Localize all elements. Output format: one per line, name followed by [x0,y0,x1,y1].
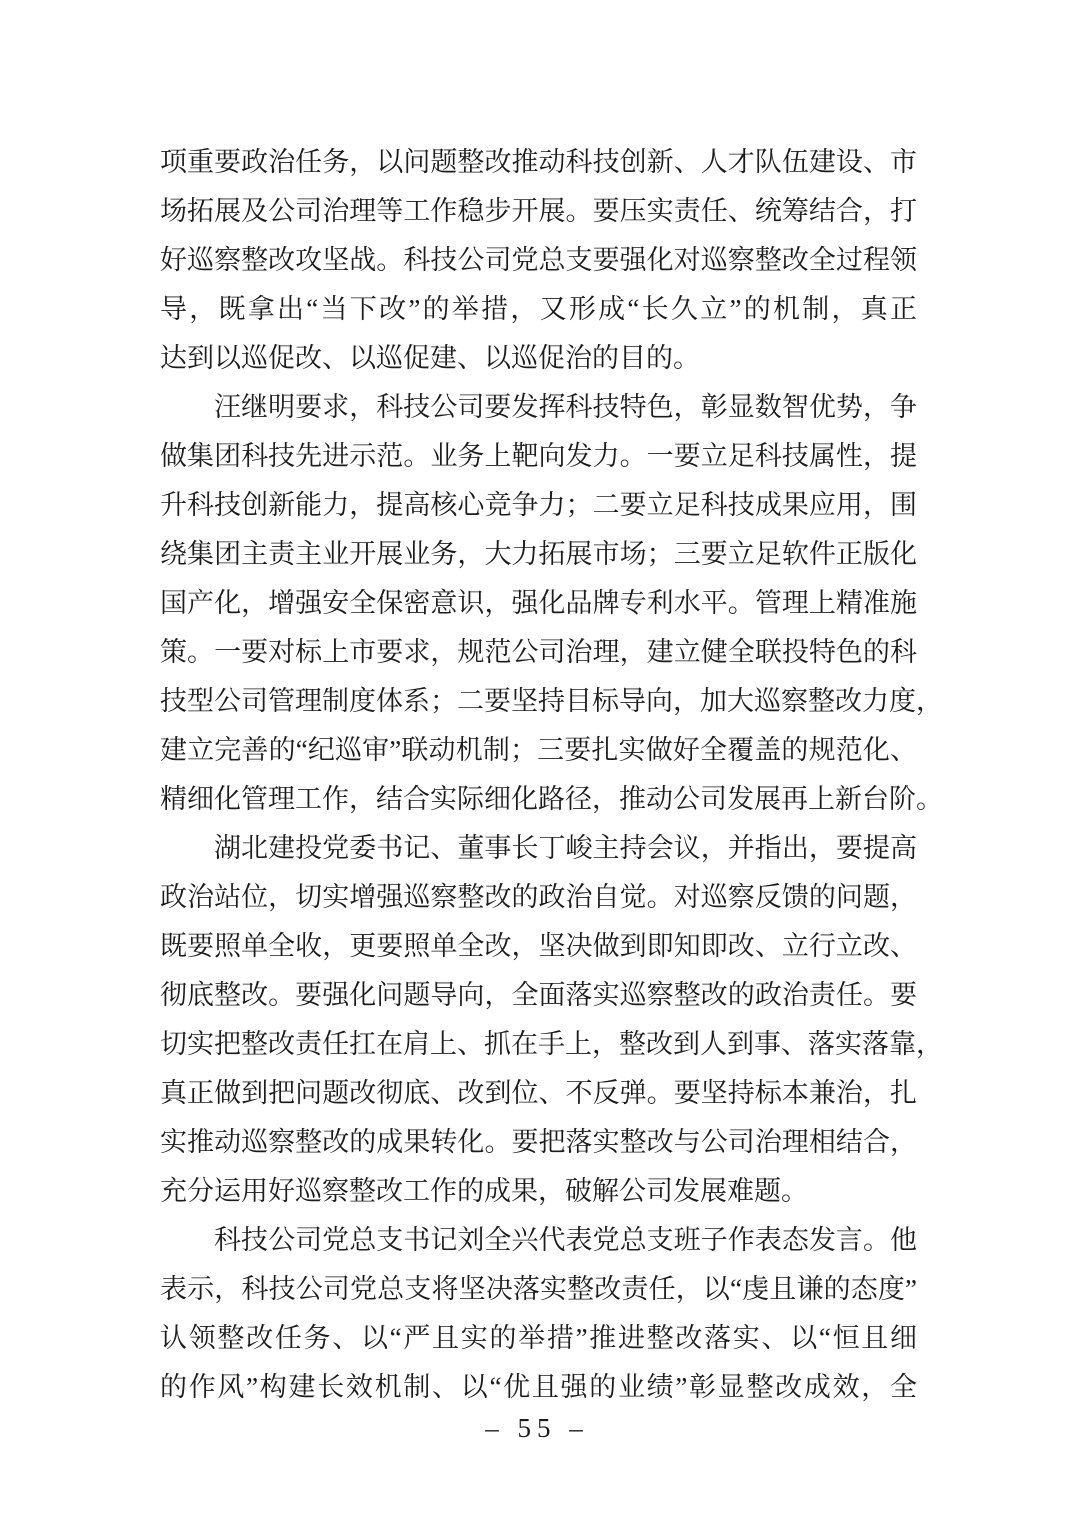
text-line: 精细化管理工作，结合实际细化路径，推动公司发展再上新台阶。 [160,784,943,814]
text-line: 充分运用好巡察整改工作的成果，破解公司发展难题。 [160,1176,808,1206]
text-line: 的作风”构建长效机制、以“优且强的业绩”彰显整改成效，全 [160,1372,917,1402]
paragraph [160,383,943,824]
text-line: 彻底整改。要强化问题导向，全面落实巡察整改的政治责任。要 [160,980,917,1010]
text-line: 做集团科技先进示范。业务上靶向发力。一要立足科技属性，提 [160,441,917,471]
text-line: 湖北建投党委书记、董事长丁峻主持会议，并指出，要提高 [214,833,917,863]
text-line: 实推动巡察整改的成果转化。要把落实整改与公司治理相结合， [160,1127,917,1157]
text-line: 达到以巡促改、以巡促建、以巡促治的目的。 [160,343,700,373]
text-line: 技型公司管理制度体系；二要坚持目标导向，加大巡察整改力度， [160,686,943,716]
text-line: 策。一要对标上市要求，规范公司治理，建立健全联投特色的科 [160,637,917,667]
document-body [160,138,943,1412]
text-line: 建立完善的“纪巡审”联动机制；三要扎实做好全覆盖的规范化、 [160,735,917,765]
text-line: 表示，科技公司党总支将坚决落实整改责任，以“虔且谦的态度” [160,1274,917,1304]
text-line: 升科技创新能力，提高核心竞争力；二要立足科技成果应用，围 [160,490,917,520]
text-line: 项重要政治任务，以问题整改推动科技创新、人才队伍建设、市 [160,147,917,177]
text-line: 切实把整改责任扛在肩上、抓在手上，整改到人到事、落实落靠， [160,1029,943,1059]
text-line: 场拓展及公司治理等工作稳步开展。要压实责任、统筹结合，打 [160,196,917,226]
text-line: 绕集团主责主业开展业务，大力拓展市场；三要立足软件正版化 [160,539,917,569]
text-line: 好巡察整改攻坚战。科技公司党总支要强化对巡察整改全过程领 [160,245,917,275]
text-line: 科技公司党总支书记刘全兴代表党总支班子作表态发言。他 [214,1225,917,1255]
text-line: 国产化，增强安全保密意识，强化品牌专利水平。管理上精准施 [160,588,917,618]
text-line: 真正做到把问题改彻底、改到位、不反弹。要坚持标本兼治，扎 [160,1078,917,1108]
paragraph [160,1216,917,1412]
text-line: 认领整改任务、以“严且实的举措”推进整改落实、以“恒且细 [160,1323,917,1353]
page-number: – 55 – [485,1413,589,1443]
text-line: 既要照单全收，更要照单全改，坚决做到即知即改、立行立改、 [160,931,917,961]
text-line: 政治站位，切实增强巡察整改的政治自觉。对巡察反馈的问题， [160,882,917,912]
paragraph [160,824,943,1216]
paragraph [160,138,917,383]
text-line: 汪继明要求，科技公司要发挥科技特色，彰显数智优势，争 [214,392,917,422]
text-line: 导，既拿出“当下改”的举措，又形成“长久立”的机制，真正 [160,294,917,324]
